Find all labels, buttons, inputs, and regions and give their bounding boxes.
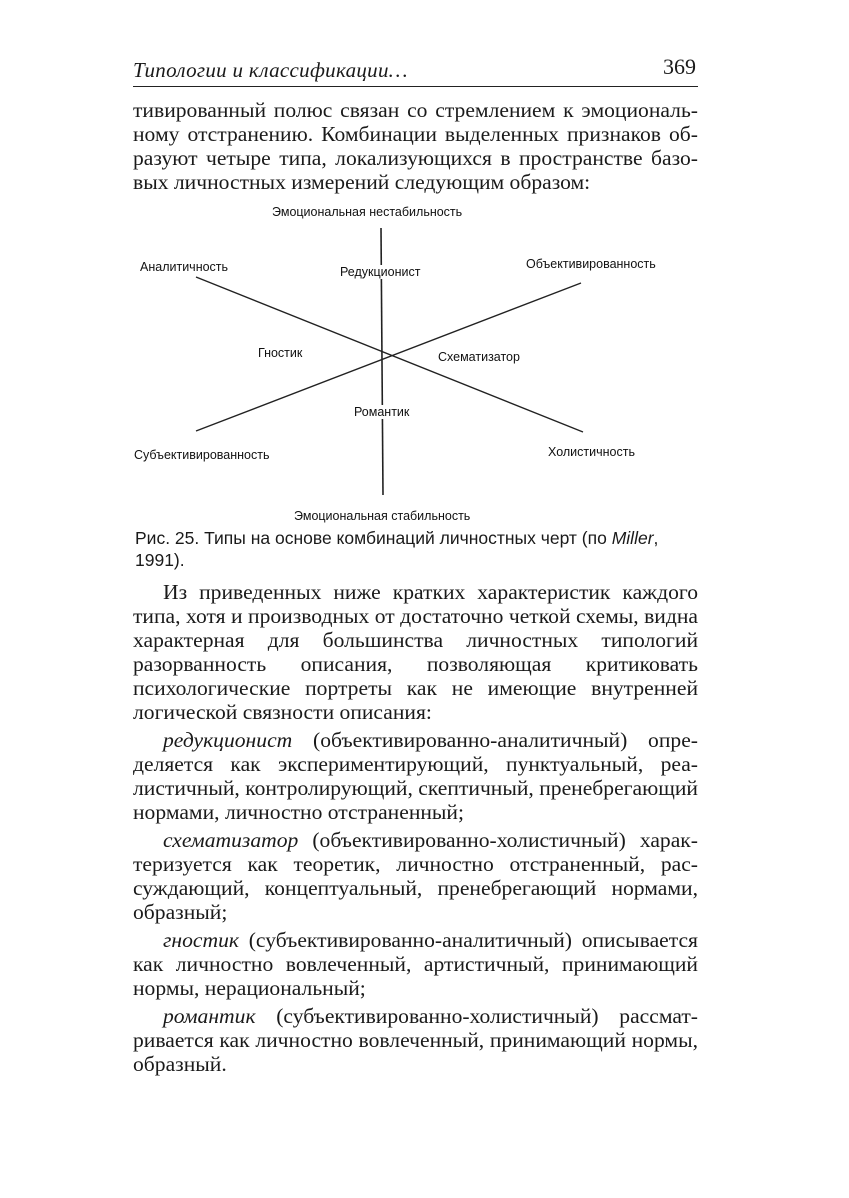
desc-schematizer: (объективированно-холистичный) характеризуется как теоретик, личностно отстраненный, рассуждающий, концептуальный, пренебрегающий нормами, образный; [133,828,698,924]
paragraph-gnostic [133,928,698,1000]
term-schematizer: схематизатор [163,828,299,852]
axis-label-bottom: Эмоциональная стабильность [294,509,471,523]
paragraph-reductionist [133,728,698,824]
page-number: 369 [663,54,696,79]
body-text [133,580,698,1076]
pole-label-objective: Объективированность [526,257,656,271]
figure-caption [135,527,700,571]
term-reductionist: редукционист [163,728,293,752]
caption-main: Рис. 25. Типы на основе комбинаций личностных черт (по [135,528,612,548]
pole-label-holistic: Холистичность [548,445,635,459]
pole-label-analytic: Аналитичность [140,260,229,274]
type-label-reductionist: Редукционист [340,265,421,279]
desc-romantic: (субъективированно-холистичный) рассматривается как личностно вовлеченный, принимающий нормы, образный. [133,1004,698,1076]
type-label-gnostic: Гностик [258,346,303,360]
pole-label-subjective: Субъективированность [134,448,270,462]
desc-reductionist: (объективированно-аналитичный) определяется как экспериментирующий, пунктуальный, реалистичный, контролирующий, скептичный, пренебрегающий нормами, личностно отстраненный; [133,728,698,824]
paragraph-romantic [133,1004,698,1076]
type-label-romantic: Романтик [354,405,410,419]
term-romantic: романтик [163,1004,256,1028]
figure-types-diagram [0,195,849,530]
type-label-schematizer: Схематизатор [438,350,520,364]
running-title: Типологии и классификации… [133,58,408,82]
intro-paragraph: тивированный полюс связан со стремлением к эмоциональному отстранению. Комбинации выделенных признаков образуют четыре типа, локализующихся в пространстве базовых личностных измерений следующим образом: [133,98,698,194]
running-head [133,52,698,87]
caption-author: Miller [611,528,654,548]
paragraph-schematizer [133,828,698,924]
diagram-lines [0,195,849,530]
caption-tail: , 1991). [135,528,659,570]
paragraph-overview: Из приведенных ниже кратких характеристик каждого типа, хотя и производных от достаточно четкой схемы, видна характерная для большинства личностных типологий разорванность описания, позволяющая критиковать психологические портреты как не имеющие внутренней логической связности описания: [133,580,698,724]
term-gnostic: гностик [163,928,240,952]
axis-label-top: Эмоциональная нестабильность [272,205,463,219]
desc-gnostic: (субъективированно-аналитичный) описывается как личностно вовлеченный, артистичный, принимающий нормы, нерациональный; [133,928,698,1000]
